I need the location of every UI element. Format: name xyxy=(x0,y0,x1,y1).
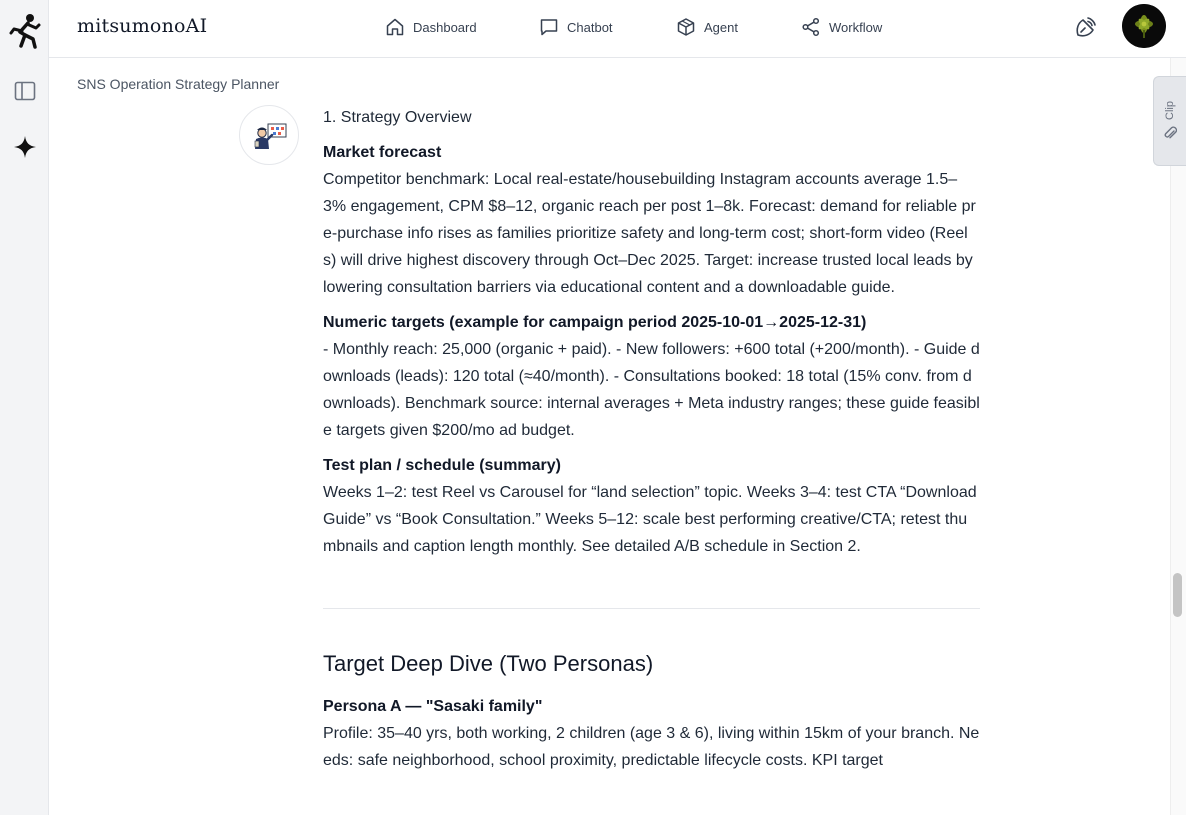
share-nodes-icon xyxy=(801,17,821,37)
assistant-message xyxy=(323,104,980,774)
clip-tab-button[interactable] xyxy=(1153,76,1186,166)
nav-chatbot-label: Chatbot xyxy=(567,19,613,35)
horizontal-divider xyxy=(323,608,980,609)
subheading-market-forecast: Market forecast xyxy=(323,144,442,161)
subheading-numeric-targets: Numeric targets (example for campaign period 2025-10-01→2025-12-31) xyxy=(323,314,867,331)
plant-avatar-icon xyxy=(1122,4,1166,48)
scrollbar-track[interactable] xyxy=(1170,58,1186,815)
chat-bubble-icon xyxy=(539,17,559,37)
clip-label: Clip xyxy=(1164,100,1176,120)
scrollbar-thumb[interactable] xyxy=(1173,573,1182,617)
nav-workflow-label: Workflow xyxy=(829,19,883,35)
sidebar-toggle-icon xyxy=(14,81,36,101)
presenter-whiteboard-icon xyxy=(240,106,299,165)
assistant-avatar xyxy=(239,105,299,165)
satellite-button[interactable] xyxy=(1073,14,1099,40)
nav-agent[interactable] xyxy=(676,16,738,38)
sparkle-icon xyxy=(13,135,37,159)
left-rail xyxy=(0,0,49,815)
subheading-test-plan: Test plan / schedule (summary) xyxy=(323,457,561,474)
paperclip-icon xyxy=(1163,125,1177,141)
paragraph-numeric-targets: - Monthly reach: 25,000 (organic + paid). - New followers: +600 total (+200/month). - Guide downloads (leads): 120 total (≈40/month). - Consultations booked: 18 total (15% conv. from downloads). Benchmark source: internal averages + Meta industry ranges; these guide feasible targets given $200/mo ad budget. xyxy=(323,341,980,439)
top-header xyxy=(49,0,1186,58)
paragraph-test-plan: Weeks 1–2: test Reel vs Carousel for “land selection” topic. Weeks 3–4: test CTA “Download Guide” vs “Book Consultation.” Weeks 5–12: scale best performing creative/CTA; retest thumbnails and caption length monthly. See detailed A/B schedule in Section 2. xyxy=(323,484,977,555)
subheading-persona-a: Persona A — "Sasaki family" xyxy=(323,698,543,715)
paragraph-persona-a: Profile: 35–40 yrs, both working, 2 children (age 3 & 6), living within 15km of your branch. Needs: safe neighborhood, school proximity, predictable lifecycle costs. KPI target xyxy=(323,725,980,769)
nav-agent-label: Agent xyxy=(704,19,738,35)
user-avatar[interactable] xyxy=(1122,4,1166,48)
paragraph-market-forecast: Competitor benchmark: Local real-estate/housebuilding Instagram accounts average 1.5–3% engagement, CPM $8–12, organic reach per post 1–8k. Forecast: demand for reliable pre-purchase info rises as families prioritize safety and long-term cost; short-form video (Reels) will drive highest discovery through Oct–Dec 2025. Target: increase trusted local leads by lowering consultation barriers via educational content and a downloadable guide. xyxy=(323,171,976,296)
runner-logo-icon[interactable] xyxy=(8,12,42,50)
nav-dashboard-label: Dashboard xyxy=(413,19,477,35)
brand-name[interactable]: mitsumonoAI xyxy=(77,15,208,37)
sidebar-toggle-button[interactable] xyxy=(12,78,38,104)
satellite-dish-icon xyxy=(1074,15,1098,39)
sparkle-button[interactable] xyxy=(12,134,38,160)
home-icon xyxy=(385,17,405,37)
target-deep-dive-heading: Target Deep Dive (Two Personas) xyxy=(323,651,654,676)
nav-dashboard[interactable] xyxy=(385,16,477,38)
nav-workflow[interactable] xyxy=(801,16,882,38)
section-heading: 1. Strategy Overview xyxy=(323,109,472,126)
nav-chatbot[interactable] xyxy=(539,16,613,38)
cube-icon xyxy=(676,17,696,37)
breadcrumb: SNS Operation Strategy Planner xyxy=(77,76,280,92)
